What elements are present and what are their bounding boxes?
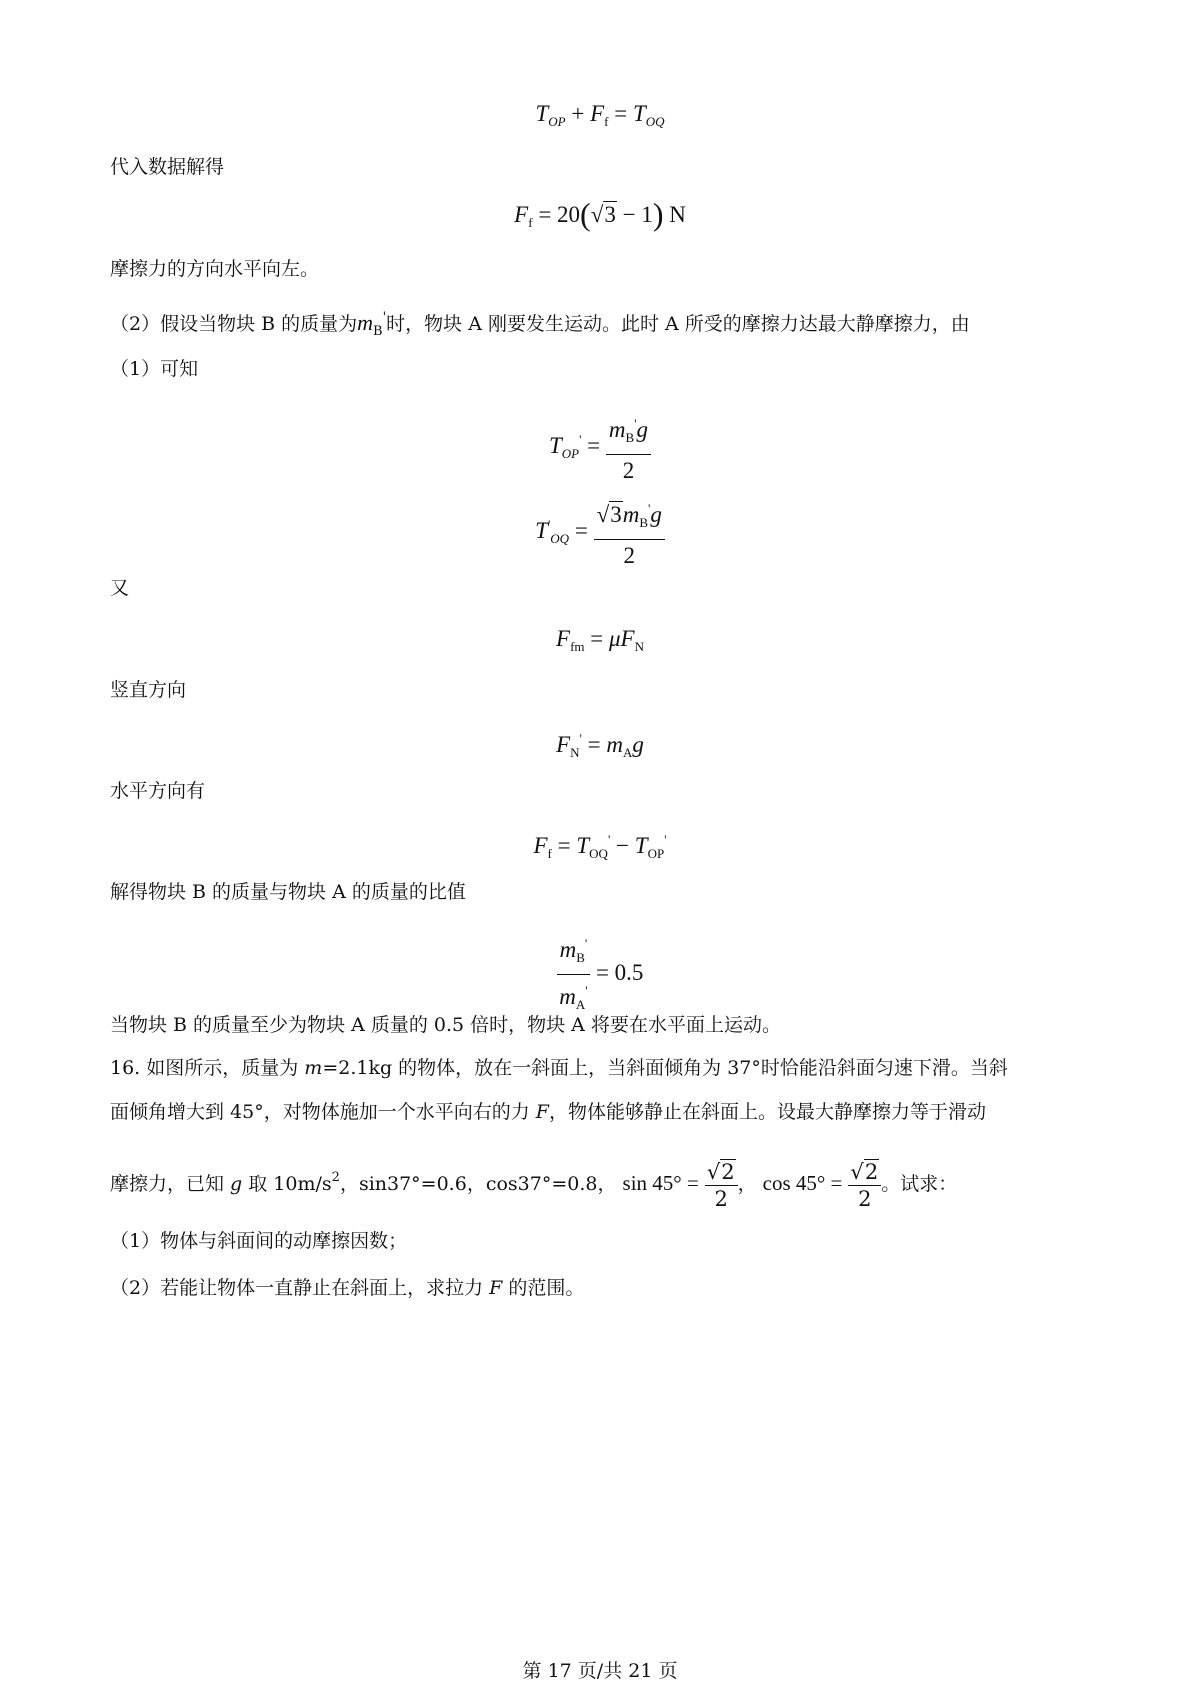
text-vertical: 竖直方向 (110, 679, 187, 701)
sin45-fraction: $\frac{√2}{2}$ (705, 1159, 738, 1212)
q16-line3: 摩擦力，已知 g 取 $10m/s^2$，sin37°=0.6，cos37°=0.8， sin 45° = $\frac{√2}{2}$ ， cos 45° = $\frac{√2}{2}$ 。试求： (110, 1159, 958, 1211)
text-friction-direction: 摩擦力的方向水平向左。 (110, 258, 320, 280)
equation-tension-balance: $T_{OP} + F_f = T_{OQ}$ (535, 101, 665, 129)
equation-friction-value: $F_f = 20(√3 - 1)$ N (514, 196, 686, 232)
text-also: 又 (110, 577, 130, 599)
q16-subquestion-2: （2）若能让物体一直静止在斜面上，求拉力 F 的范围。 (110, 1277, 585, 1299)
equation-tension-oq-prime: $T'_{OQ}$ = $\frac{√3m_B'g}{2}$ (0, 495, 1200, 570)
text-substitute: 代入数据解得 (110, 156, 225, 178)
page-footer: 第 17 页/共 21 页 (522, 1660, 678, 1682)
text-conclusion: 当物块 B 的质量至少为物块 A 质量的 0.5 倍时，物块 A 将要在水平面上运动。 (110, 1014, 781, 1036)
equation-max-friction: $F_{fm} = \mu F_N$ (556, 626, 644, 654)
text-horizontal: 水平方向有 (110, 780, 206, 802)
q16-subquestion-1: （1）物体与斜面间的动摩擦因数； (110, 1230, 408, 1252)
text-q2-line1: （2）假设当物块 B 的质量为$m_B'$时，物块 A 刚要发生运动。此时 A 所受的摩擦力达最大静摩擦力，由 (110, 310, 970, 339)
q16-line1: 16. 如图所示，质量为 m=2.1kg 的物体，放在一斜面上，当斜面倾角为 37°时恰能沿斜面匀速下滑。当斜 (110, 1057, 1008, 1079)
equation-tension-op-prime: $T_{OP}'$ = $\frac{m_B'g}{2}$ (0, 410, 1200, 485)
equation-horizontal-friction: $F_f = T_{OQ}' - T_{OP}'$ (533, 832, 667, 861)
equation-mass-ratio: $\frac{m_B'}{m_A'}$ = 0.5 (0, 930, 1200, 1019)
cos45-fraction: $\frac{√2}{2}$ (848, 1159, 881, 1212)
text-q2-line2: （1）可知 (110, 358, 199, 380)
text-solve-ratio: 解得物块 B 的质量与物块 A 的质量的比值 (110, 881, 466, 903)
q16-line2: 面倾角增大到 45°，对物体施加一个水平向右的力 F，物体能够静止在斜面上。设最大静摩擦力等于滑动 (110, 1101, 986, 1123)
equation-normal-force: $F_N' = m_Ag$ (556, 731, 644, 760)
